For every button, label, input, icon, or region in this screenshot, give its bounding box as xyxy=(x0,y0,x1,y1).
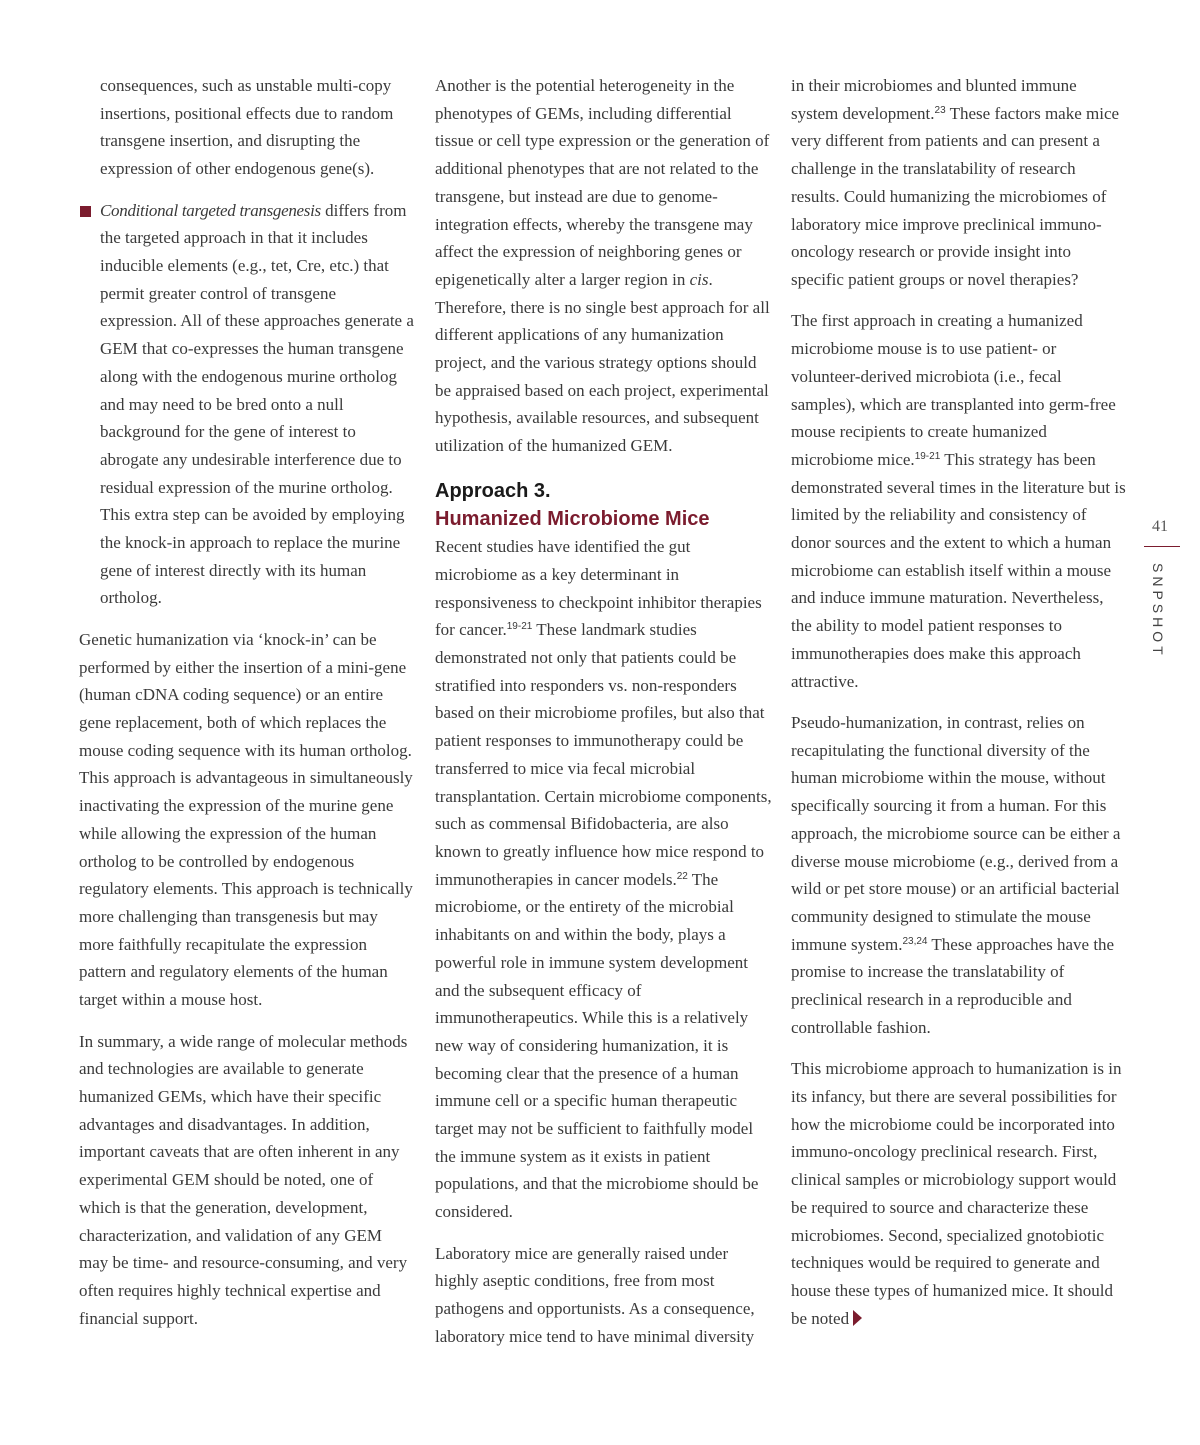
italic-term: cis xyxy=(689,269,709,289)
text-run: These approaches have the promise to increase the translatability of preclinical research in a reproducible and controllable fashion. xyxy=(791,934,1115,1037)
reference: 19-21 xyxy=(506,621,533,633)
column-1 xyxy=(79,72,414,1346)
text-run: These landmark studies demonstrated not only that patients could be stratified into responders vs. non-responders based on their microbiome profiles, but also that patient responses to immunotherapy could be transferred to mice via fecal microbial transplantation. Certain microbiome components, such as commensal Bifidobacteria, are also known to greatly influence how mice respond to immunotherapies in cancer models. xyxy=(435,620,772,889)
paragraph xyxy=(435,533,773,1226)
text-run: in their microbiomes and blunted immune system development. xyxy=(791,76,1077,123)
paragraph: In summary, a wide range of molecular methods and technologies are available to generate humanized GEMs, which have their specific advantages and disadvantages. In addition, important caveats that are often inherent in any experimental GEM should be noted, one of which is that the generation, development, characterization, and validation of any GEM may be time- and resource-consuming, and very often requires highly technical expertise and financial support. xyxy=(79,1031,408,1328)
heading-line-1: Approach 3. xyxy=(435,479,551,502)
continue-arrow-icon[interactable] xyxy=(853,1310,862,1326)
bullet-square-icon xyxy=(80,206,91,217)
text-run: . Therefore, there is no single best approach for all different applications of any humanization project, and the various strategy options should be appraised based on each project, experimental hypothesis, available resources, and subsequent utilization of the humanized GEM. xyxy=(435,269,770,456)
text-run: Pseudo-humanization, in contrast, relies on recapitulating the functional diversity of the human microbiome within the mouse, without specifically sourcing it from a human. For this approach, the microbiome source can be either a diverse mouse microbiome (e.g., derived from a wild or pet store mouse) or an artificial bacterial community designed to stimulate the mouse immune system. xyxy=(791,713,1121,954)
section-label: SNPSHOT xyxy=(1150,563,1166,659)
paragraph: consequences, such as unstable multi-copy insertions, positional effects due to random transgene insertion, and disrupting the expression of other endogenous gene(s). xyxy=(100,76,394,179)
bullet-text: differs from the targeted approach in that it includes inducible elements (e.g., tet, Cre, etc.) that permit greater control of transgene expression. All of these approaches generate a GEM that co-expresses the human transgene along with the endogenous murine ortholog and may need to be bred onto a null background for the gene of interest to abrogate any undesirable interference due to residual expression of the murine ortholog. This extra step can be avoided by employing the knock-in approach to replace the murine gene of interest directly with its human ortholog. xyxy=(100,200,414,608)
reference: 22 xyxy=(676,870,688,882)
bullet-item xyxy=(79,197,414,613)
page-number: 41 xyxy=(1152,518,1168,535)
reference: 19-21 xyxy=(914,450,941,462)
paragraph xyxy=(791,72,1126,294)
paragraph: Genetic humanization via ‘knock-in’ can be performed by either the insertion of a mini-gene (human cDNA coding sequence) or an entire gene replacement, both of which replaces the mouse coding sequence with its human ortholog. This approach is advantageous in simultaneously inactivating the expression of the murine gene while allowing the expression of the human ortholog to be controlled by endogenous regulatory elements. This approach is technically more challenging than transgenesis but may more faithfully recapitulate the expression pattern and regulatory elements of the human target within a mouse host. xyxy=(79,629,413,1010)
paragraph xyxy=(435,72,773,460)
text-run: Another is the potential heterogeneity in the phenotypes of GEMs, including differential tissue or cell type expression or the generation of additional phenotypes that are not related to the transgene, but instead are due to genome-integration effects, whereby the transgene may affect the expression of neighboring genes or epigenetically alter a larger region in xyxy=(435,76,770,289)
paragraph xyxy=(791,1055,1126,1332)
column-2 xyxy=(435,72,773,1364)
text-run: The microbiome, or the entirety of the microbial inhabitants on and within the body, plays a powerful role in immune system development and the subsequent efficacy of immunotherapeutics. While this is a relatively new way of considering humanization, it is becoming clear that the presence of a human immune cell or a specific human therapeutic target may not be sufficient to faithfully model the immune system as it exists in patient populations, and that the microbiome should be considered. xyxy=(435,869,759,1222)
column-3 xyxy=(791,72,1126,1346)
heading-line-2: Humanized Microbiome Mice xyxy=(435,507,710,530)
bullet-term: Conditional targeted transgenesis xyxy=(100,200,321,220)
text-run: This microbiome approach to humanization is in its infancy, but there are several possibilities for how the microbiome could be incorporated into immuno-oncology preclinical research. First, clinical samples or microbiology support would be required to source and characterize these microbiomes. Second, specialized gnotobiotic techniques would be required to generate and house these types of humanized mice. It should be noted xyxy=(791,1059,1122,1328)
text-run: The first approach in creating a humanized microbiome mouse is to use patient- or volunteer-derived microbiota (i.e., fecal samples), which are transplanted into germ-free mouse recipients to create humanized microbiome mice. xyxy=(791,311,1116,469)
paragraph: Laboratory mice are generally raised under highly aseptic conditions, free from most pathogens and opportunists. As a consequence, laboratory mice tend to have minimal diversity xyxy=(435,1243,755,1346)
divider xyxy=(1144,546,1180,547)
reference: 23 xyxy=(934,104,946,116)
text-run: Recent studies have identified the gut microbiome as a key determinant in responsiveness to checkpoint inhibitor therapies for cancer. xyxy=(435,537,762,640)
paragraph xyxy=(791,709,1126,1041)
reference: 23,24 xyxy=(902,935,928,947)
text-run: This strategy has been demonstrated several times in the literature but is limited by the reliability and consistency of donor sources and the extent to which a human microbiome can establish itself within a mouse and induce immune maturation. Nevertheless, the ability to model patient responses to immunotherapies does make this approach attractive. xyxy=(791,449,1126,691)
text-run: These factors make mice very different from patients and can present a challenge in the translatability of research results. Could humanizing the microbiomes of laboratory mice improve preclinical immuno-oncology research or provide insight into specific patient groups or novel therapies? xyxy=(791,103,1120,289)
section-heading xyxy=(435,478,773,533)
paragraph xyxy=(791,307,1126,695)
